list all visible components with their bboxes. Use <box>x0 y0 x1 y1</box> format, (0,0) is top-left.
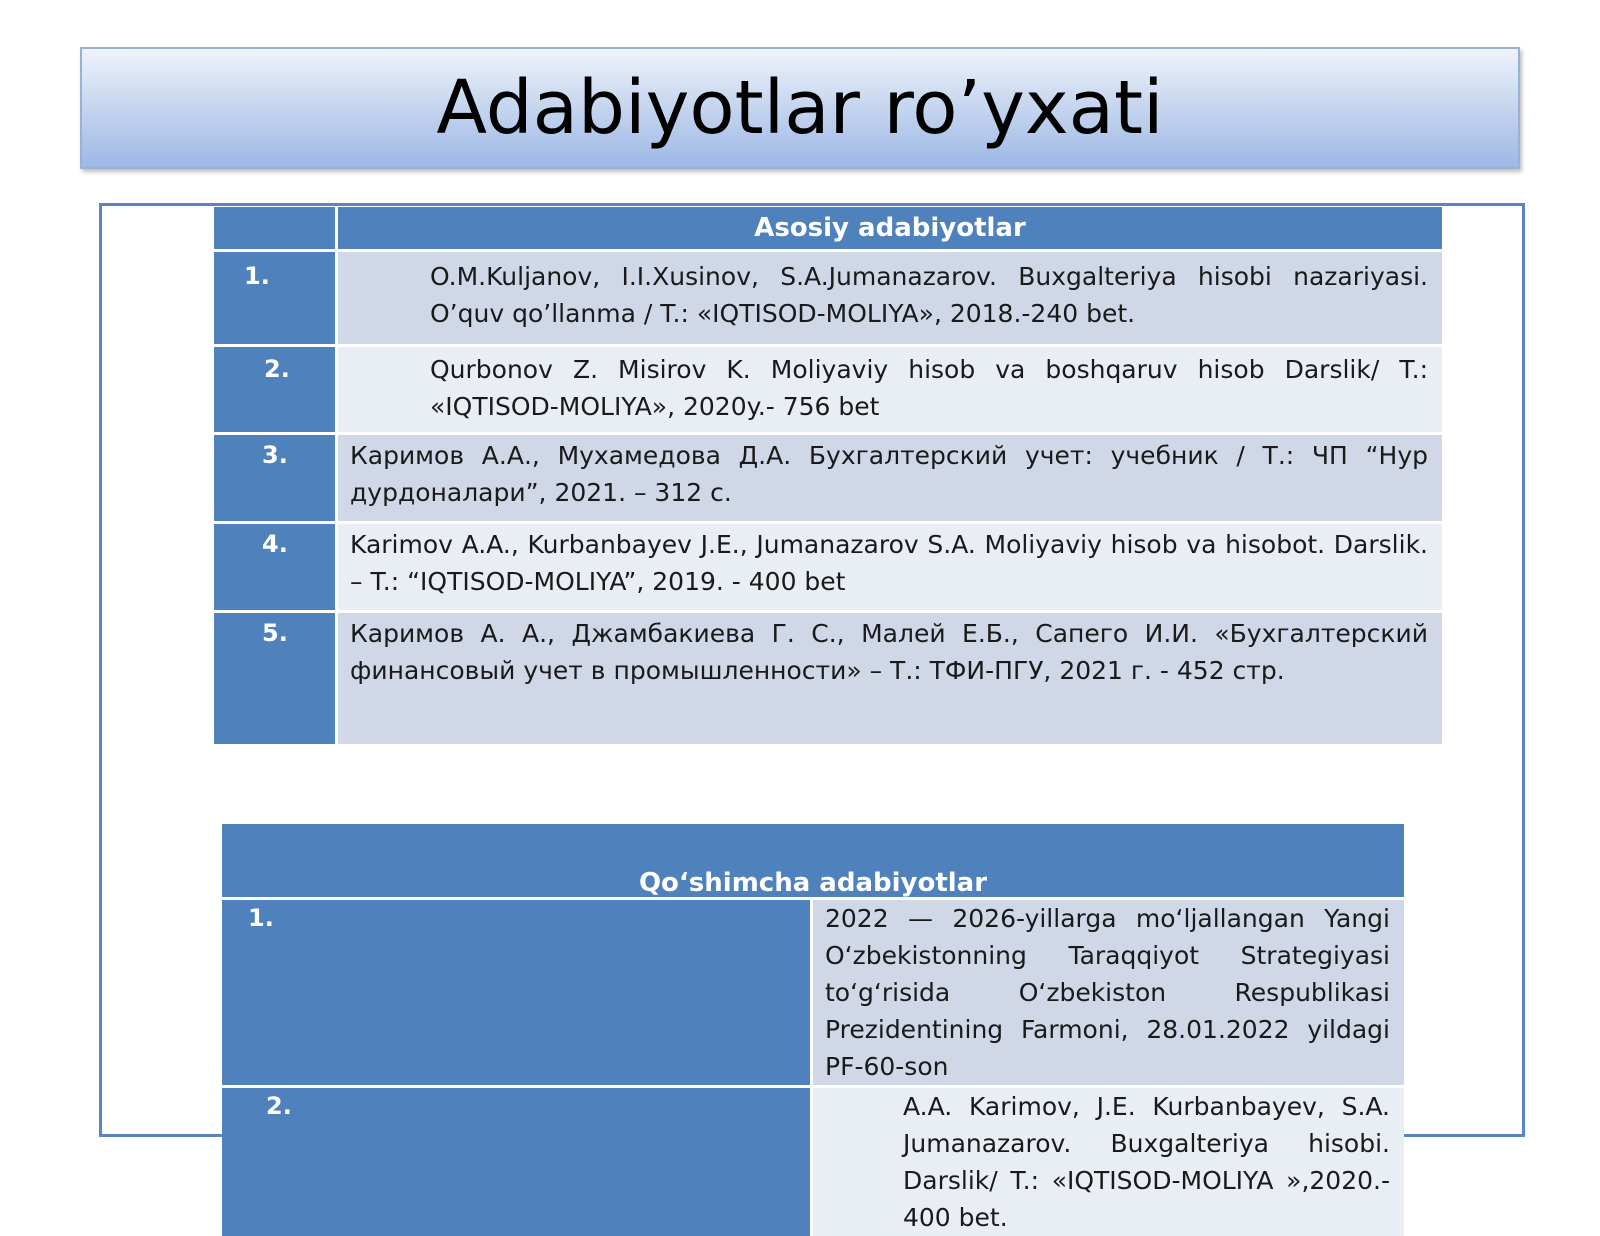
row-text: Karimov A.A., Kurbanbayev J.E., Jumanazarov S.A. Moliyaviy hisob va hisobot. Darslik. – T.: “IQTISOD-MOLIYA”, 2019. - 400 bet <box>338 524 1442 613</box>
row-text: Каримов А.А., Мухамедова Д.А. Бухгалтерский учет: учебник / Т.: ЧП “Нур дурдоналари”, 2021. – 312 с. <box>338 435 1442 524</box>
row-number: 3. <box>214 435 338 524</box>
table-row <box>214 613 1442 744</box>
row-text: 2022 — 2026-yillarga mo‘ljallangan Yangi O‘zbekistonning Taraqqiyot Strategiyasi to‘g‘risida O‘zbekiston Respublikasi Prezidentining Farmoni, 28.01.2022 yildagi PF-60-son <box>813 900 1404 1088</box>
additional-literature-table <box>222 824 1404 1236</box>
table-row <box>214 252 1442 347</box>
table-row <box>214 524 1442 613</box>
additional-table-header: Qo‘shimcha adabiyotlar <box>222 824 1404 900</box>
main-table-header: Asosiy adabiyotlar <box>338 207 1442 252</box>
row-number: 5. <box>214 613 338 744</box>
row-number: 1. <box>222 900 813 1088</box>
table-header-row <box>214 207 1442 252</box>
row-text: O.M.Kuljanov, I.I.Xusinov, S.A.Jumanazarov. Buxgalteriya hisobi nazariyasi. O’quv qo’llanma / T.: «IQTISOD-MOLIYA», 2018.-240 bet. <box>338 252 1442 347</box>
table-row <box>214 347 1442 435</box>
header-number-cell <box>214 207 338 252</box>
row-text: A.A. Karimov, J.E. Kurbanbayev, S.A. Jumanazarov. Buxgalteriya hisobi. Darslik/ T.: «IQTISOD-MOLIYA »,2020.- 400 bet. <box>813 1088 1404 1236</box>
table-row <box>222 900 1404 1088</box>
table-row <box>222 1088 1404 1236</box>
row-number: 2. <box>214 347 338 435</box>
main-literature-table <box>214 207 1442 744</box>
slide-title: Adabiyotlar ro’yxati <box>436 65 1164 151</box>
row-text: Каримов А. А., Джамбакиева Г. С., Малей Е.Б., Сапего И.И. «Бухгалтерский финансовый учет в промышленности» – Т.: ТФИ-ПГУ, 2021 г. - 452 стр. <box>338 613 1442 744</box>
slide-title-banner <box>80 47 1520 169</box>
row-number: 1. <box>214 252 338 347</box>
row-number: 4. <box>214 524 338 613</box>
row-number: 2. <box>222 1088 813 1236</box>
table-row <box>214 435 1442 524</box>
table-header-row <box>222 824 1404 900</box>
row-text: Qurbonov Z. Misirov K. Moliyaviy hisob va boshqaruv hisob Darslik/ T.: «IQTISOD-MOLIYA», 2020y.- 756 bet <box>338 347 1442 435</box>
